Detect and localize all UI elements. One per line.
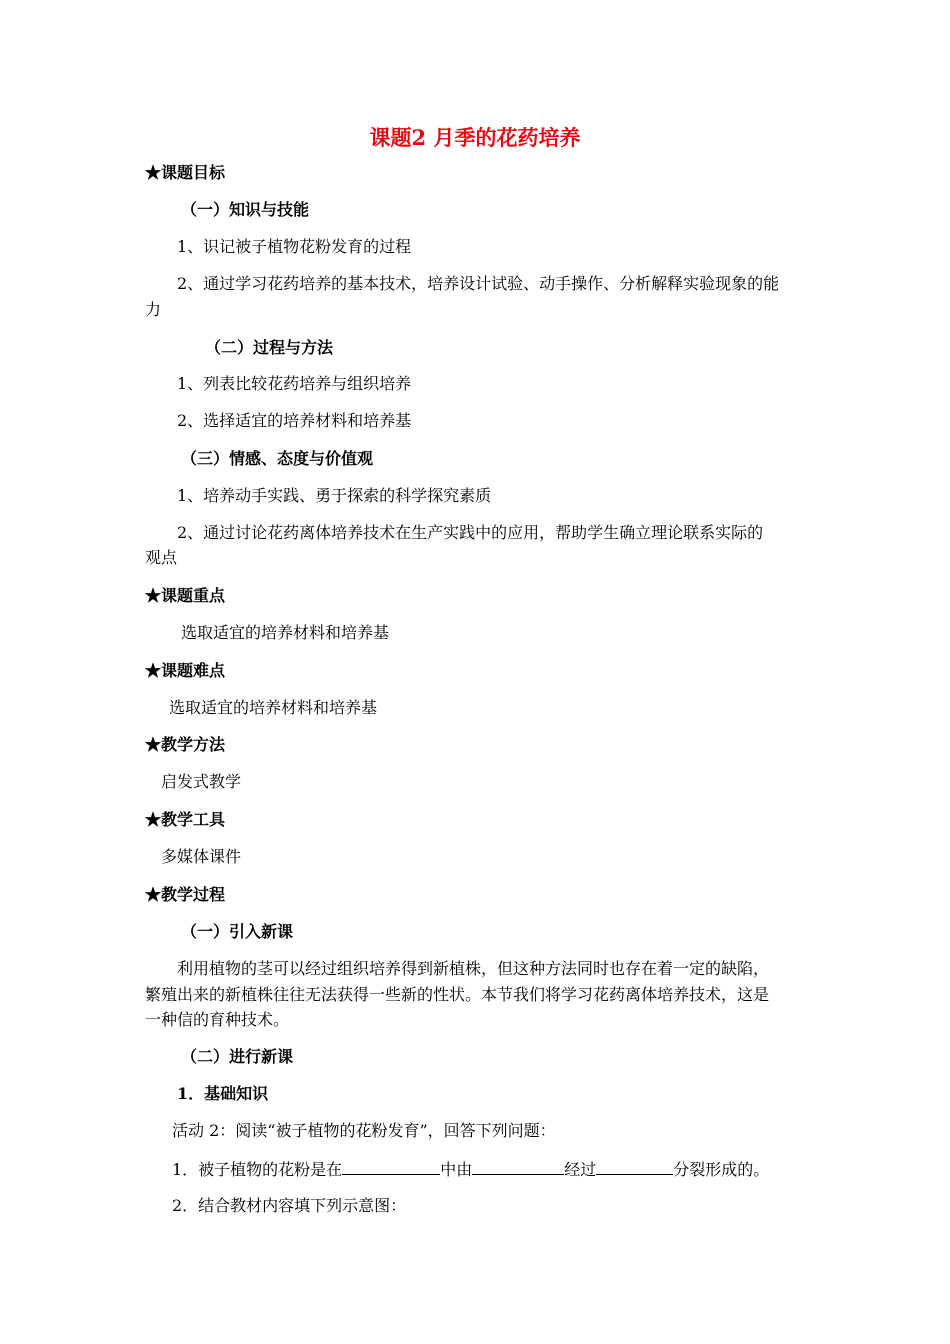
knowledge-item-1: 1、识记被子植物花粉发育的过程 [177, 237, 412, 256]
subheading-knowledge: （一）知识与技能 [181, 200, 310, 219]
process-item-2: 2、选择适宜的培养材料和培养基 [177, 411, 412, 430]
question-1-part-c: 经过 [564, 1160, 597, 1179]
question-1-part-d: 分裂形成的。 [673, 1160, 770, 1179]
difficulty-text: 选取适宜的培养材料和培养基 [169, 698, 378, 717]
activity-instruction: 活动 2：阅读“被子植物的花粉发育”，回答下列问题： [172, 1121, 556, 1140]
tools-text: 多媒体课件 [161, 847, 242, 866]
page-title: 课题2 月季的花药培养 [369, 125, 581, 150]
knowledge-item-2: 2、通过学习花药培养的基本技术，培养设计试验、动手操作、分析解释实验现象的能 [177, 274, 780, 293]
answer-blank-2[interactable] [472, 1158, 564, 1175]
answer-blank-1[interactable] [342, 1158, 440, 1175]
heading-goals: ★课题目标 [145, 163, 226, 182]
emotion-item-2: 2、通过讨论花药离体培养技术在生产实践中的应用，帮助学生确立理论联系实际的 [177, 523, 764, 542]
method-text: 启发式教学 [161, 772, 242, 791]
subheading-intro: （一）引入新课 [181, 922, 294, 941]
heading-method: ★教学方法 [145, 735, 226, 754]
subheading-emotion: （三）情感、态度与价值观 [181, 449, 374, 468]
intro-paragraph-line-2: 繁殖出来的新植株往往无法获得一些新的性状。本节我们将学习花药离体培养技术，这是 [145, 985, 770, 1004]
knowledge-item-2-cont: 力 [145, 300, 162, 319]
question-1-part-a: 1．被子植物的花粉是在 [172, 1160, 343, 1179]
question-1 [172, 1158, 769, 1180]
answer-blank-3[interactable] [596, 1158, 673, 1175]
process-item-1: 1、列表比较花药培养与组织培养 [177, 374, 412, 393]
question-2: 2．结合教材内容填下列示意图： [172, 1196, 407, 1215]
subheading-process: （二）过程与方法 [205, 338, 334, 357]
heading-tools: ★教学工具 [145, 810, 226, 829]
heading-key: ★课题重点 [145, 586, 226, 605]
subheading-new-lesson: （二）进行新课 [181, 1047, 294, 1066]
heading-steps: ★教学过程 [145, 885, 226, 904]
key-text: 选取适宜的培养材料和培养基 [181, 623, 390, 642]
subheading-basic-knowledge: 1．基础知识 [177, 1084, 269, 1103]
heading-difficulty: ★课题难点 [145, 661, 226, 680]
emotion-item-2-cont: 观点 [145, 548, 178, 567]
intro-paragraph-line-3: 一种信的育种技术。 [145, 1010, 290, 1029]
emotion-item-1: 1、培养动手实践、勇于探索的科学探究素质 [177, 486, 492, 505]
intro-paragraph-line-1: 利用植物的茎可以经过组织培养得到新植株，但这种方法同时也存在着一定的缺陷， [177, 959, 770, 978]
question-1-part-b: 中由 [440, 1160, 473, 1179]
